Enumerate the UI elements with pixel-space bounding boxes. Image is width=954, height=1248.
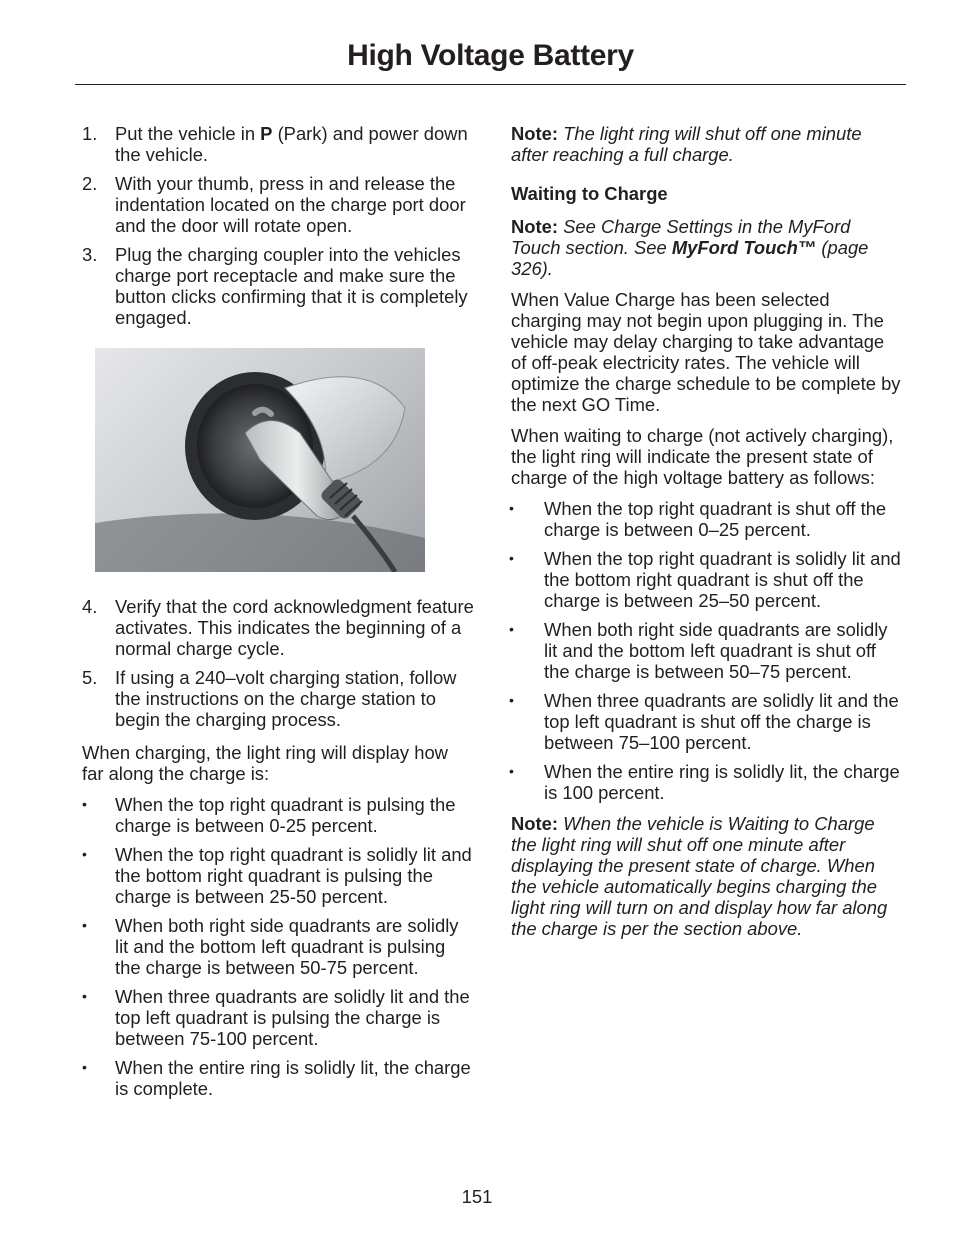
bullet-text: When the top right quadrant is solidly lit and the bottom right quadrant is pulsing the charge is between 25-50 percent.	[115, 844, 472, 907]
bullet-text: When the entire ring is solidly lit, the charge is 100 percent.	[544, 761, 900, 803]
note-label: Note:	[511, 813, 558, 834]
note-text: When the vehicle is Waiting to Charge the light ring will shut off one minute after displaying the present state of charge. When the vehicle automatically begins charging the light ring will turn on and display how far along the charge is per the section above.	[511, 813, 888, 939]
bullet-text: When both right side quadrants are solidly lit and the bottom left quadrant is shut off the charge is between 50–75 percent.	[544, 619, 888, 682]
list-item	[82, 596, 474, 659]
list-item	[82, 244, 474, 328]
list-item	[511, 761, 903, 803]
bullet-marker: •	[509, 621, 514, 637]
bullet-text: When the top right quadrant is solidly lit and the bottom right quadrant is shut off the charge is between 25–50 percent.	[544, 548, 901, 611]
page-number: 151	[461, 1186, 493, 1207]
step-number: 3.	[82, 244, 98, 265]
list-item	[82, 794, 474, 836]
page-title: High Voltage Battery	[347, 39, 634, 72]
step-text: If using a 240–volt charging station, follow the instructions on the charge station to begin the charging process.	[115, 667, 457, 730]
note-charge-settings	[511, 216, 903, 279]
charging-coupler-image	[95, 348, 425, 572]
section-heading: Waiting to Charge	[511, 183, 668, 204]
list-item	[82, 844, 474, 907]
note-text: See Charge Settings in the MyFord Touch section. See	[511, 216, 851, 258]
bullet-text: When three quadrants are solidly lit and the top left quadrant is pulsing the charge is between 75-100 percent.	[115, 986, 470, 1049]
list-item	[82, 986, 474, 1049]
bullet-marker: •	[82, 988, 87, 1004]
step-number: 5.	[82, 667, 98, 688]
bullet-marker: •	[82, 1059, 87, 1075]
bullet-marker: •	[509, 763, 514, 779]
step-number: 2.	[82, 173, 98, 194]
list-item	[82, 1057, 474, 1099]
left-column	[82, 123, 474, 1107]
bullet-marker: •	[82, 917, 87, 933]
step-number: 1.	[82, 123, 98, 144]
myford-touch-reference: MyFord Touch™	[671, 237, 817, 258]
list-item	[82, 667, 474, 730]
bullet-marker: •	[509, 550, 514, 566]
note-label: Note:	[511, 216, 558, 237]
right-column	[511, 123, 903, 949]
list-item	[511, 690, 903, 753]
value-charge-paragraph: When Value Charge has been selected charging may not begin upon plugging in. The vehicle may delay charging to take advantage of off-peak electricity rates. The vehicle will optimize the charge schedule to be complete by the next GO Time.	[511, 289, 901, 415]
step-text: Plug the charging coupler into the vehicles charge port receptacle and make sure the button clicks confirming that it is completely engaged.	[115, 244, 468, 328]
bullet-text: When both right side quadrants are solidly lit and the bottom left quadrant is pulsing the charge is between 50-75 percent.	[115, 915, 459, 978]
list-item	[511, 619, 903, 682]
title-rule	[75, 84, 906, 85]
step-text: With your thumb, press in and release the indentation located on the charge port door and the door will rotate open.	[115, 173, 466, 236]
bullet-text: When the entire ring is solidly lit, the charge is complete.	[115, 1057, 471, 1099]
waiting-intro: When waiting to charge (not actively charging), the light ring will indicate the present state of charge of the high voltage battery as follows:	[511, 425, 894, 488]
step-text: (Park) and power down the vehicle.	[115, 123, 468, 165]
charge-port-illustration	[95, 348, 425, 572]
note-text: The light ring will shut off one minute after reaching a full charge.	[511, 123, 862, 165]
note-label: Note:	[511, 123, 558, 144]
note-full-charge	[511, 123, 903, 165]
step-number: 4.	[82, 596, 98, 617]
bullet-text: When three quadrants are solidly lit and the top left quadrant is shut off the charge is between 75–100 percent.	[544, 690, 899, 753]
list-item	[82, 915, 474, 978]
bullet-marker: •	[509, 500, 514, 516]
list-item	[82, 123, 474, 165]
charging-intro: When charging, the light ring will display how far along the charge is:	[82, 742, 448, 784]
list-item	[82, 173, 474, 236]
bullet-text: When the top right quadrant is shut off the charge is between 0–25 percent.	[544, 498, 887, 540]
note-waiting-to-charge	[511, 813, 903, 939]
bullet-marker: •	[509, 692, 514, 708]
park-symbol: P	[260, 123, 273, 144]
note-text: (page 326).	[511, 237, 869, 279]
step-text: Put the vehicle in	[115, 123, 261, 144]
list-item	[511, 548, 903, 611]
bullet-marker: •	[82, 796, 87, 812]
bullet-marker: •	[82, 846, 87, 862]
list-item	[511, 498, 903, 540]
bullet-text: When the top right quadrant is pulsing the charge is between 0-25 percent.	[115, 794, 456, 836]
step-text: Verify that the cord acknowledgment feature activates. This indicates the beginning of a normal charge cycle.	[115, 596, 474, 659]
